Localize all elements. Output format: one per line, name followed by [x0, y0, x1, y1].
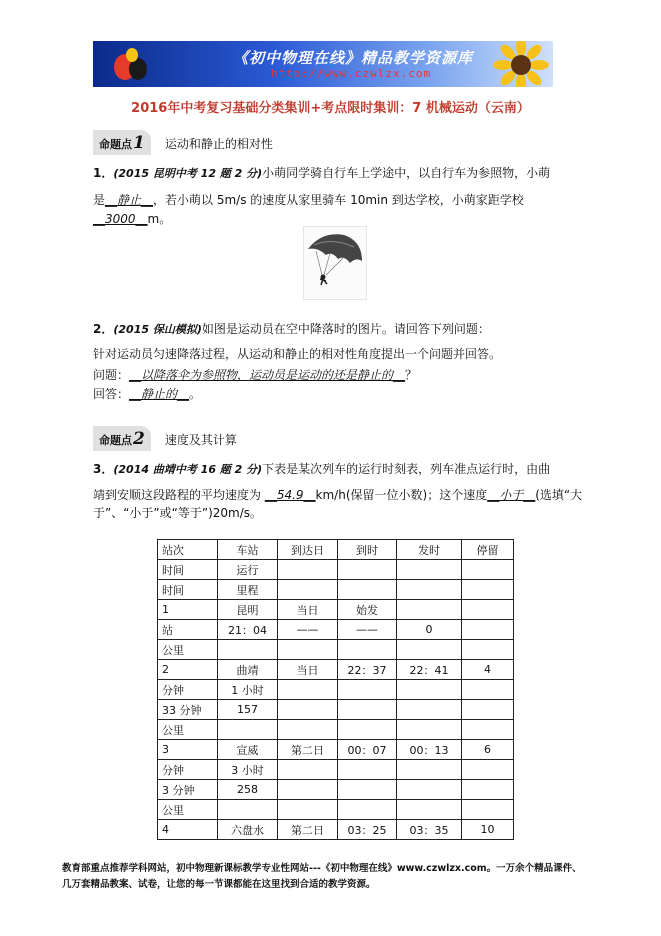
topic-title: 运动和静止的相对性 — [164, 137, 273, 151]
table-cell: 时间 — [158, 560, 218, 580]
table-cell — [278, 760, 338, 780]
footer-line-1: 教育部重点推荐学科网站，初中物理新课标教学专业性网站---《初中物理在线》www.czwlzx.com。一万余个精品课件、 — [62, 863, 582, 874]
table-cell — [338, 720, 397, 740]
table-cell: 分钟 — [158, 680, 218, 700]
table-row — [158, 780, 514, 800]
train-timetable — [157, 539, 514, 840]
table-row — [158, 740, 514, 760]
table-cell: 2 — [158, 660, 218, 680]
table-cell — [338, 640, 397, 660]
table-cell: 03：25 — [338, 820, 397, 840]
table-row — [158, 620, 514, 640]
table-row — [158, 720, 514, 740]
table-cell — [462, 580, 514, 600]
q2-answer-question: __以降落伞为参照物，运动员是运动的还是静止的__ — [129, 368, 406, 382]
table-cell: 3 分钟 — [158, 780, 218, 800]
table-cell — [338, 800, 397, 820]
table-cell: 3 — [158, 740, 218, 760]
page-title: 2016年中考复习基础分类集训+考点限时集训：7 机械运动（云南） — [131, 101, 530, 116]
table-cell — [278, 560, 338, 580]
table-cell — [462, 800, 514, 820]
table-cell: 昆明 — [218, 600, 278, 620]
table-cell — [462, 600, 514, 620]
q3-answer-2: __小于__ — [487, 488, 536, 502]
table-row — [158, 800, 514, 820]
table-cell — [462, 720, 514, 740]
table-cell: 到时 — [338, 540, 397, 560]
table-cell: 10 — [462, 820, 514, 840]
table-cell — [338, 760, 397, 780]
table-row — [158, 680, 514, 700]
table-row — [158, 580, 514, 600]
table-cell — [462, 780, 514, 800]
table-row — [158, 760, 514, 780]
q2-answer-reply: __静止的__ — [129, 387, 190, 401]
q2-answer: 回答：__静止的__。 — [93, 387, 202, 401]
table-cell — [278, 700, 338, 720]
table-cell — [278, 780, 338, 800]
table-cell — [397, 780, 462, 800]
table-cell — [462, 560, 514, 580]
table-cell — [397, 640, 462, 660]
table-cell: 258 — [218, 780, 278, 800]
table-row — [158, 560, 514, 580]
topic-tag: 命题点2 — [93, 426, 151, 451]
table-cell: 当日 — [278, 660, 338, 680]
table-cell: 6 — [462, 740, 514, 760]
table-cell: 22：41 — [397, 660, 462, 680]
q1-line1: 1．(2015 昆明中考 12 题 2 分)小萌同学骑自行车上学途中，以自行车为参照物，小萌 — [93, 166, 551, 180]
table-cell: 当日 — [278, 600, 338, 620]
table-cell: —— — [338, 620, 397, 640]
table-cell — [218, 640, 278, 660]
table-cell — [397, 700, 462, 720]
table-row — [158, 820, 514, 840]
table-cell: 第二日 — [278, 820, 338, 840]
table-row — [158, 660, 514, 680]
table-cell: 1 — [158, 600, 218, 620]
table-cell — [218, 720, 278, 740]
table-cell: 4 — [158, 820, 218, 840]
banner-title: 《初中物理在线》精品教学资源库 — [233, 49, 474, 67]
table-cell: 停留 — [462, 540, 514, 560]
table-cell: 曲靖 — [218, 660, 278, 680]
topic-heading-1 — [93, 130, 273, 155]
table-cell: 站 — [158, 620, 218, 640]
q2-question: 问题：__以降落伞为参照物，运动员是运动的还是静止的__？ — [93, 368, 418, 382]
parachute-image — [303, 226, 367, 300]
table-cell — [462, 700, 514, 720]
table-cell: 分钟 — [158, 760, 218, 780]
footer — [62, 861, 622, 893]
parachutist-icon — [304, 227, 366, 299]
table-cell: 车站 — [218, 540, 278, 560]
table-cell: 157 — [218, 700, 278, 720]
table-cell: 33 分钟 — [158, 700, 218, 720]
table-cell — [462, 640, 514, 660]
banner-url[interactable]: http://www.czwlzx.com — [271, 67, 432, 80]
table-cell: 里程 — [218, 580, 278, 600]
q1-line2: 是__静止__，若小萌以 5m/s 的速度从家里骑车 10min 到达学校，小萌家距学校 — [93, 193, 524, 207]
table-row — [158, 600, 514, 620]
table-cell — [338, 780, 397, 800]
table-cell: 21：04 — [218, 620, 278, 640]
table-cell — [397, 720, 462, 740]
table-cell: 站次 — [158, 540, 218, 560]
table-cell — [462, 620, 514, 640]
table-cell: 公里 — [158, 720, 218, 740]
table-cell: 22：37 — [338, 660, 397, 680]
topic-title: 速度及其计算 — [164, 433, 237, 447]
table-cell — [397, 760, 462, 780]
table-cell — [338, 580, 397, 600]
q3-line3: 于”、“小于”或“等于”)20m/s。 — [93, 506, 263, 520]
table-cell — [462, 760, 514, 780]
footer-line-2: 几万套精品教案、试卷，让您的每一节课都能在这里找到合适的教学资源。 — [62, 879, 376, 890]
table-cell: 4 — [462, 660, 514, 680]
table-cell — [397, 800, 462, 820]
table-cell — [397, 580, 462, 600]
table-cell — [278, 580, 338, 600]
table-row — [158, 640, 514, 660]
table-cell: 公里 — [158, 640, 218, 660]
q3-line1: 3．(2014 曲靖中考 16 题 2 分)下表是某次列车的运行时刻表，列车准点运行时，由曲 — [93, 462, 551, 476]
table-cell — [462, 680, 514, 700]
q3-answer-1: __54.9__ — [264, 488, 316, 502]
q1-answer-2: __3000__ — [93, 212, 148, 226]
table-cell: 六盘水 — [218, 820, 278, 840]
header-banner — [93, 41, 553, 87]
table-cell: 宣威 — [218, 740, 278, 760]
table-cell: 3 小时 — [218, 760, 278, 780]
table-cell: 第二日 — [278, 740, 338, 760]
table-cell: 0 — [397, 620, 462, 640]
table-cell: 1 小时 — [218, 680, 278, 700]
table-cell — [338, 700, 397, 720]
q2-line1: 2．(2015 保山模拟)如图是运动员在空中降落时的图片。请回答下列问题： — [93, 322, 490, 336]
table-cell: 到达日 — [278, 540, 338, 560]
table-cell — [397, 680, 462, 700]
table-cell: —— — [278, 620, 338, 640]
table-cell — [278, 680, 338, 700]
table-cell: 时间 — [158, 580, 218, 600]
table-row — [158, 540, 514, 560]
table-cell: 始发 — [338, 600, 397, 620]
table-cell — [278, 640, 338, 660]
table-cell: 03：35 — [397, 820, 462, 840]
table-cell: 00：07 — [338, 740, 397, 760]
table-row — [158, 700, 514, 720]
table-cell — [338, 680, 397, 700]
table-cell — [338, 560, 397, 580]
table-cell — [397, 600, 462, 620]
table-cell — [278, 800, 338, 820]
table-cell: 00：13 — [397, 740, 462, 760]
topic-heading-2 — [93, 426, 237, 451]
table-cell — [218, 800, 278, 820]
sunflower-icon — [493, 41, 549, 87]
q2-line2: 针对运动员匀速降落过程，从运动和静止的相对性角度提出一个问题并回答。 — [93, 347, 502, 361]
site-logo-icon — [111, 45, 151, 83]
q3-line2: 靖到安顺这段路程的平均速度为 __54.9__km/h(保留一位小数)；这个速度__小于__(选填“大 — [93, 488, 583, 502]
table-cell — [278, 720, 338, 740]
q1-line3: __3000__m。 — [93, 212, 172, 226]
table-cell — [397, 560, 462, 580]
table-cell: 公里 — [158, 800, 218, 820]
table-cell: 发时 — [397, 540, 462, 560]
q1-answer-1: __静止__ — [105, 193, 154, 207]
table-cell: 运行 — [218, 560, 278, 580]
topic-tag: 命题点1 — [93, 130, 151, 155]
